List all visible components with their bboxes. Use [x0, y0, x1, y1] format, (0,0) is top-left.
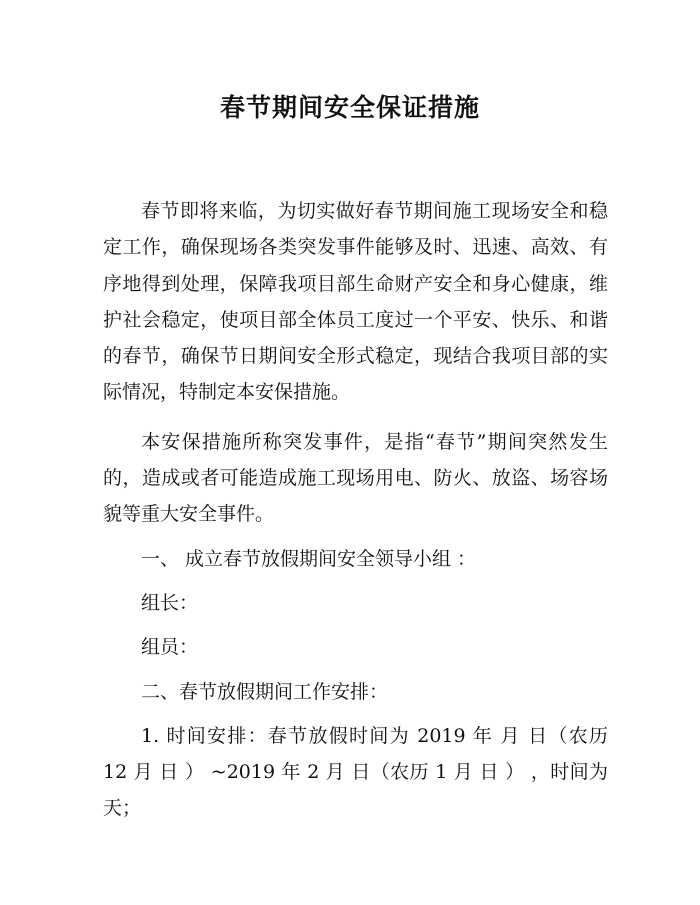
section-one-number: 一、: [141, 547, 180, 570]
definition-paragraph: 本安保措施所称突发事件，是指“春节”期间突然发生的，造成或者可能造成施工现场用电、防火、放盗、场容场貌等重大安全事件。: [103, 430, 608, 526]
section-two-heading: 二、春节放假期间工作安排：: [141, 680, 389, 703]
time-arrangement-item: 1. 时间安排：春节放假时间为 2019 年 月 日（农历 12 月 日 ） ~2019 年 2 月 日（农历 1 月 日 ） ，时间为 天；: [103, 724, 608, 820]
section-one-title: 成立春节放假期间安全领导小组 ：: [185, 547, 477, 570]
section-one-heading: [103, 541, 608, 577]
team-leader-line: 组长：: [141, 591, 199, 614]
document-body: [103, 193, 608, 827]
intro-paragraph: 春节即将来临，为切实做好春节期间施工现场安全和稳定工作，确保现场各类突发事件能够及时、迅速、高效、有序地得到处理，保障我项目部生命财产安全和身心健康，维护社会稳定，使项目部全体员工度过一个平安、快乐、和谐的春节，确保节日期间安全形式稳定，现结合我项目部的实际情况，特制定本安保措施。: [103, 200, 608, 404]
document-title: 春节期间安全保证措施: [219, 93, 480, 122]
team-members-line: 组员：: [141, 636, 199, 659]
